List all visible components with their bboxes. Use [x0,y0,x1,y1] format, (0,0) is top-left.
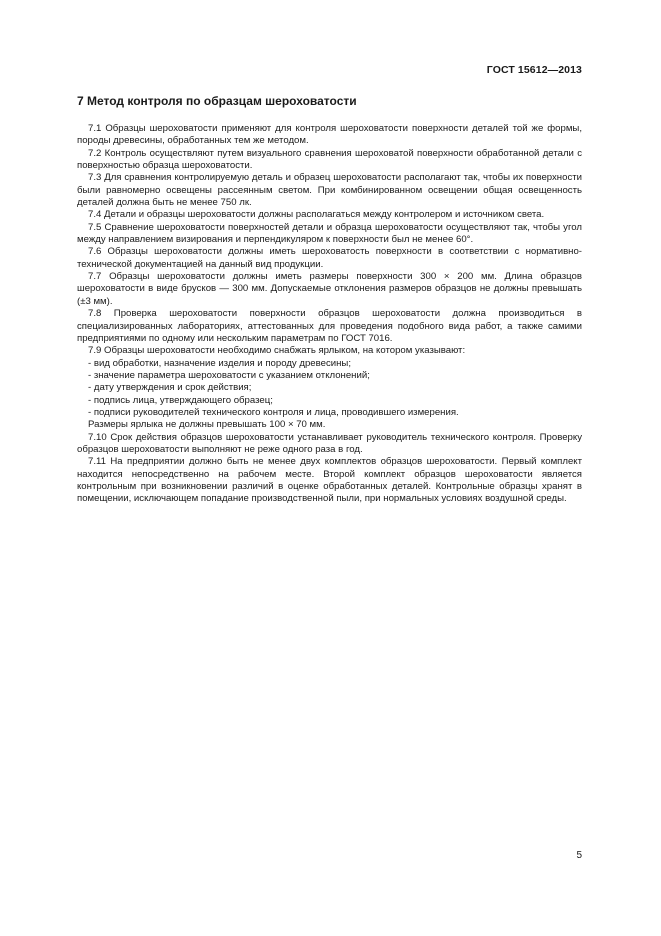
paragraph-7-7: 7.7 Образцы шероховатости должны иметь размеры поверхности 300 × 200 мм. Длина образцов шероховатости в виде брусков — 300 мм. Допускаемые отклонения размеров образцов не должны превышать (±3 мм). [77,271,582,307]
paragraph-7-4: 7.4 Детали и образцы шероховатости должны располагаться между контролером и источником света. [88,209,545,221]
paragraph-7-11: 7.11 На предприятии должно быть не менее двух комплектов образцов шероховатости. Первый комплект находится непосредственно на рабочем месте. Второй комплект образцов шероховатости является контрольным при возникновении различий в оценке обработанных деталей. Контрольные образцы хранят в помещении, исключающем попадание производственной пыли, при нормальных условиях воздушной среды. [77,456,582,505]
label-size-note: Размеры ярлыка не должны превышать 100 × 70 мм. [88,419,326,431]
list-item: - подпись лица, утверждающего образец; [88,394,273,406]
list-item: - значение параметра шероховатости с указанием отклонений; [88,369,370,381]
document-standard-code: ГОСТ 15612—2013 [486,64,582,76]
paragraph-7-1: 7.1 Образцы шероховатости применяют для контроля шероховатости поверхности деталей той же формы, породы древесины, обработанных тем же методом. [77,123,582,147]
section-body [77,123,582,506]
paragraph-7-9: 7.9 Образцы шероховатости необходимо снабжать ярлыком, на котором указывают: [88,345,466,357]
paragraph-7-2: 7.2 Контроль осуществляют путем визуального сравнения шероховатой поверхности обработанной детали с поверхностью образца шероховатости. [77,147,582,172]
paragraph-7-10: 7.10 Срок действия образцов шероховатости устанавливает руководитель технического контроля. Проверку образцов шероховатости выполняют не реже одного раза в год. [77,431,582,455]
page-number: 5 [576,850,582,861]
list-item: - дату утверждения и срок действия; [88,382,252,394]
paragraph-7-5: 7.5 Сравнение шероховатости поверхностей детали и образца шероховатости осуществляют так, чтобы угол между направлением визирования и перпендикуляром к поверхности был не менее 60°. [77,221,582,246]
list-item: - вид обработки, назначение изделия и породу древесины; [88,357,351,369]
paragraph-7-3: 7.3 Для сравнения контролируемую деталь и образец шероховатости располагают так, чтобы их поверхности были равномерно освещены рассеянным светом. При комбинированном освещении общая освещенность деталей должна быть не менее 750 лк. [77,172,582,209]
paragraph-7-8: 7.8 Проверка шероховатости поверхности образцов шероховатости должна производиться в специализированных лабораториях, аттестованных для проведения подобного вида работ, а также самими предприятиями по одному или нескольким параметрам по ГОСТ 7016. [77,308,582,344]
list-item: - подписи руководителей технического контроля и лица, проводившего измерения. [88,406,459,418]
section-title: 7 Метод контроля по образцам шероховатости [77,94,357,108]
paragraph-7-6: 7.6 Образцы шероховатости должны иметь шероховатость поверхности в соответствии с нормативно-технической документацией на данный вид продукции. [77,246,582,270]
